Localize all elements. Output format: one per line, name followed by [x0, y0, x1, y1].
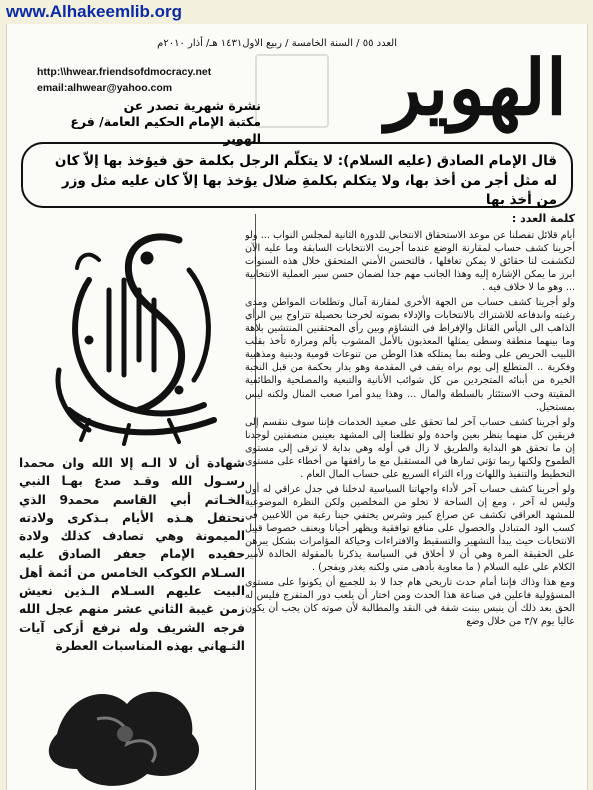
- editorial-heading: كلمة العدد :: [511, 212, 575, 225]
- editorial-paragraph: ولو أجرينا كشف حساب آخر لما تحقق على صعيد الخدمات فإننا سوف ننقسم إلى فريقين كل منهما ينظر بعين واحدة ولو تطلعنا إلى المشهد بعينين منصفتين لوجدنا إن ما تحقق هو البداية والطريق لا زال في أوله وهي بداية لا ترقى إلى مستوى الطموح ولكنها ربما تؤتي ثمارها في المستقبل مع ما رافقها من أخطاء على مستوى التخطيط والتنفيذ واللهاث وراء الثراء السريع على حساب المال العام .: [245, 416, 575, 480]
- birth-anniversary-text: شهادة أن لا الـه إلا الله وان محمدا رسـول الله وقـد صدع بهـا النبي الخـاتم أبي القاسم محمد9 الذي نحتفل هـذه الأيام بـذكرى ولادته الميمونة وهي تصادف كذلك ولادة حفيده الإمام جعفر الصادق عليه السـلام الكوكب الخامس من أئمة أهل البيت عليهم السـلام الـذين نعيش زمن غيبة الثاني عشر منهم عجل الله فرجه الشريف وله نرفع أزكى آيات التـهاني بهذه المناسبات العطرة: [19, 456, 245, 653]
- site-url[interactable]: www.Alhakeemlib.org: [6, 2, 183, 21]
- library-stamp: [255, 54, 329, 128]
- editorial-paragraph: ولو أجرينا كشف حساب آخر لأداء واجهاتنا السياسية لدخلنا في جدل عراقي له أول وليس له آخر ، ومع إن الساحة لا تخلو من المخلصين ولكن النظرة الموضوعية للمشهد العراقي تكشف عن صراع كبير وشرس يختفي حينا رغبة من اللاعبين في كسب الود المتبادل والحصول على منافع توافقية ويظهر أحيانا وبعنف خصوصا قبيل الانتخابات حيث يبدأ التشهير والتسقيط والافتراءات وحياكة المؤامرات بشكل يبرهن على الحقيقة المرة وهي أن لا أخلاق في السياسة يذكرنا بالمقولة الخالدة لأمير الكلام علي عليه السلام ( ما معاوية بأدهى مني ولكنه يغدر ويفجر) .: [245, 483, 575, 574]
- issue-line: العدد ٥٥ / السنة الخامسة / ربيع الاول١٤٣١ هـ/ أذار ٢٠١٠م: [157, 38, 397, 49]
- flower-photo: [37, 674, 212, 790]
- website-link: http:\\hwear.friendsofdmocracy.net: [37, 66, 212, 78]
- editorial-paragraph: ومع هذا وذاك فإننا أمام حدث تاريخي هام جدا لا بد للجميع أن يكونوا على مستوى المسؤولية فاعلين في صناعة هذا الحدث ومن اختار أن يلعب دور المتفرج فليس له الحق بعد ذلك أن ينبس ببنت شفة في النقد والمطالبة لأن صوته كان يجب أن يكون عاليا يوم ٣/٧ من خلال وضع: [245, 577, 575, 628]
- contact-info: [37, 66, 211, 98]
- editorial-column: [245, 212, 575, 790]
- editorial-paragraph: أيام قلائل تفصلنا عن موعد الاستحقاق الانتخابي للدورة الثانية لمجلس النواب ... ولو أجرينا كشف حساب لمقارنة الوضع عندما أجريت الانتخابات السابقة وما عليه الآن لتكشفت لنا حقائق لا يمكن تغافلها ، فالتحسن الأمني المتحقق خلال هذه السنوات ابرز ما يمكن الإشارة إليه وهذا الجانب مهم جدا لضمان حسن سير العملية الانتخابية ... وهو ما لا خلاف فيه .: [245, 229, 575, 294]
- hadith-quote-box: قال الإمام الصادق (عليه السلام): لا يتكلّم الرجل بكلمة حق فيؤخذ بها إلاّ كان له مثل أجر من أخذ بها، ولا يتكلم بكلمةِ ضلال يؤخذ بها إلاّ كان عليه مثل وزر من أخذ بها: [21, 142, 573, 208]
- email-address: email:alhwear@yahoo.com: [37, 82, 173, 94]
- subtitle-line-2: مكتبة الإمام الحكيم العامة/ فرع الهوير: [70, 114, 261, 146]
- subtitle-line-1: نشرة شهرية تصدر عن: [123, 98, 261, 113]
- masthead-title: الهوير: [385, 43, 567, 132]
- newsletter-page: [6, 24, 588, 790]
- editorial-paragraph: ولو أجرينا كشف حساب من الجهة الأخرى لمقارنة آمال وتطلعات المواطن ومدى رغبته واندفاعه للاشتراك بالانتخابات والإدلاء بصوته لخرجنا بحصيلة تتراوح بين الرأي الذاهب الى اليأس القاتل والإفراط في التشاؤم وبين رأي المحتقنين المنتشين بلاهة وما بينهما منطقة وسطى يمثلها المعذبون بالأمل المشوب بألم ومرارة تأخذ بقلب اللبيب الحريص على وطنه بما يمتلكه هذا الوطن من تنوعات قومية ودينية ومذهبية وفكرية .. المتطلع إلى يوم براه يقف في المقدمة وهو يدار بحكمة من قبل النخبة الخيرة من أبنائه المتجردين من كل شوائب الأنانية والتبعية والمصلحية والطائفية المقيتة وحب الاستئثار بالسلطة والمال ... وهذا يبدو أمرا صعب المنال ولكنه ليس بمستحيل.: [245, 297, 575, 413]
- publisher-subtitle: [31, 98, 261, 147]
- shahada-calligraphy-image: [29, 220, 239, 448]
